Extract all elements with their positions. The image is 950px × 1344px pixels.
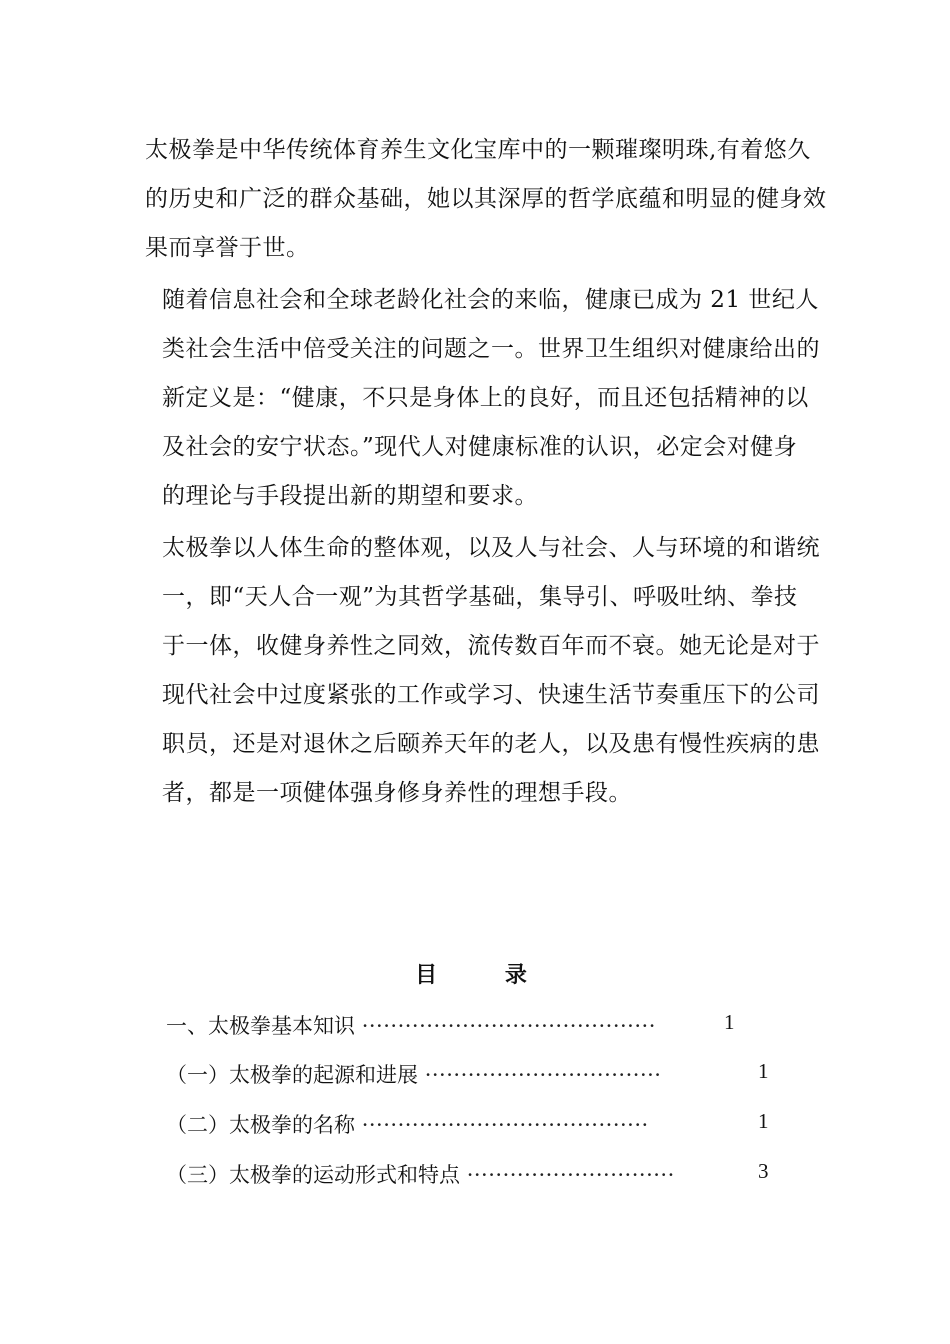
paragraph-line: 随着信息社会和全球老龄化社会的来临，健康已成为 21 世纪人 xyxy=(162,287,819,313)
paragraph-line: 新定义是：“健康，不只是身体上的良好，而且还包括精神的以 xyxy=(162,385,809,411)
toc-leader-dots: ································· xyxy=(424,1063,662,1087)
toc-leader-dots: ········································· xyxy=(361,1014,656,1038)
toc-page-number: 1 xyxy=(758,1059,769,1083)
intro-paragraph-1 xyxy=(145,126,825,273)
toc-entry[interactable] xyxy=(166,1109,769,1139)
paragraph-line: 类社会生活中倍受关注的问题之一。世界卫生组织对健康给出的 xyxy=(162,336,820,362)
toc-entry-text: （一）太极拳的起源和进展 xyxy=(166,1063,418,1087)
paragraph-line: 太极拳是中华传统体育养生文化宝库中的一颗璀璨明珠,有着悠久 xyxy=(145,137,811,163)
paragraph-line: 现代社会中过度紧张的工作或学习、快速生活节奏重压下的公司 xyxy=(162,682,820,708)
toc-entry[interactable] xyxy=(166,1059,769,1089)
paragraph-line: 及社会的安宁状态。”现代人对健康标准的认识，必定会对健身 xyxy=(162,434,798,460)
toc-page-number: 3 xyxy=(758,1159,769,1183)
toc-leader-dots: ····························· xyxy=(466,1163,675,1187)
paragraph-line: 太极拳以人体生命的整体观，以及人与社会、人与环境的和谐统 xyxy=(162,535,820,561)
toc-title: 目 录 xyxy=(415,962,557,988)
toc-entry-text: （二）太极拳的名称 xyxy=(166,1113,355,1137)
paragraph-line: 者，都是一项健体强身修身养性的理想手段。 xyxy=(162,780,632,806)
toc-entry[interactable] xyxy=(166,1010,735,1040)
paragraph-line: 果而享誉于世。 xyxy=(145,235,310,261)
paragraph-line: 一，即“天人合一观”为其哲学基础，集导引、呼吸吐纳、拳技 xyxy=(162,584,798,610)
paragraph-line: 职员，还是对退休之后颐养天年的老人，以及患有慢性疾病的患 xyxy=(162,731,820,757)
toc-leader-dots: ········································ xyxy=(361,1113,649,1137)
toc-page-number: 1 xyxy=(758,1109,769,1133)
toc-entry-text: 一、太极拳基本知识 xyxy=(166,1014,355,1038)
toc-entry-text: （三）太极拳的运动形式和特点 xyxy=(166,1163,460,1187)
intro-paragraph-3 xyxy=(162,524,822,818)
paragraph-line: 于一体，收健身养性之同效，流传数百年而不衰。她无论是对于 xyxy=(162,633,820,659)
toc-entry[interactable] xyxy=(166,1159,769,1189)
paragraph-line: 的历史和广泛的群众基础，她以其深厚的哲学底蕴和明显的健身效 xyxy=(145,186,827,212)
toc-page-number: 1 xyxy=(724,1010,735,1034)
paragraph-line: 的理论与手段提出新的期望和要求。 xyxy=(162,483,538,509)
intro-paragraph-2 xyxy=(162,276,822,521)
